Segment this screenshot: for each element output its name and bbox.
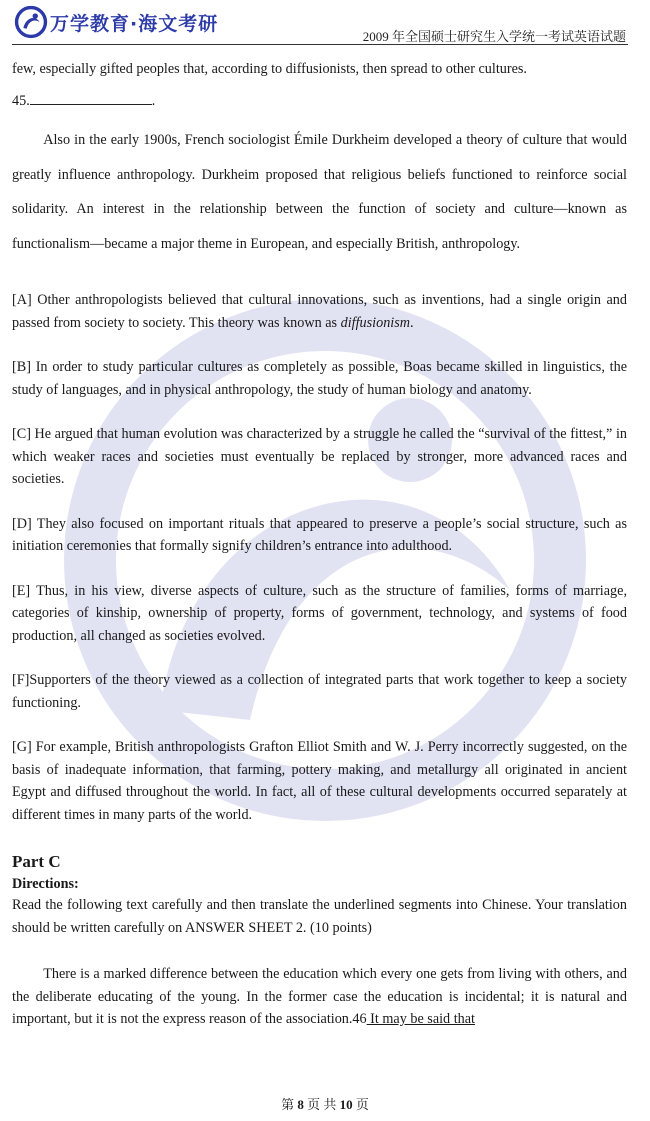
option-a-italic: diffusionism [340, 314, 410, 331]
option-e: [E] Thus, in his view, diverse aspects of culture, such as the structure of families, forms of marriage, categories of kinship, ownership of property, forms of government, technology, and systems of food production, all changed as societies evolved. [12, 582, 627, 644]
option-b: [B] In order to study particular cultures as completely as possible, Boas became skilled in linguistics, the study of languages, and in physical anthropology, the study of human biology and anatomy. [12, 359, 627, 398]
page-total: 10 [339, 1097, 353, 1112]
directions-text: Read the following text carefully and then translate the underlined segments into Chinese. Your translation should be written carefully on ANSWER SHEET 2. (10 points) [12, 897, 627, 936]
passage-text: There is a marked difference between the education which every one gets from living with others, and the deliberate educating of the young. In the former case the education is incidental; it is natural and important, but it is not the express reason of the association.46 [12, 966, 627, 1027]
option-a-text: [A] Other anthropologists believed that cultural innovations, such as inventions, had a single origin and passed from society to society. This theory was known as [12, 292, 627, 331]
option-a [12, 289, 627, 334]
footer-middle: 页 共 [307, 1097, 337, 1112]
header-divider [12, 44, 628, 45]
option-c: [C] He argued that human evolution was characterized by a struggle he called the “survival of the fittest,” in which weaker races and societies must eventually be replaced by stronger, more advanced races and societies. [12, 426, 627, 487]
footer-prefix: 第 [281, 1097, 295, 1112]
logo-text: 万学教育·海文考研 [50, 12, 219, 35]
underlined-segment-46: It may be said that [366, 1011, 475, 1027]
part-c-title: Part C [12, 852, 61, 871]
para-continued: few, especially gifted peoples that, according to diffusionists, then spread to other cultures. [12, 61, 527, 77]
page-content [12, 50, 627, 1031]
page-header [0, 0, 650, 48]
translation-passage [12, 963, 627, 1031]
page-footer [0, 1094, 650, 1113]
answer-blank-45 [30, 90, 152, 105]
exam-title: 2009 年全国硕士研究生入学统一考试英语试题 [362, 29, 626, 44]
option-f: [F]Supporters of the theory viewed as a collection of integrated parts that work together to keep a society functioning. [12, 672, 627, 711]
footer-suffix: 页 [355, 1097, 369, 1112]
option-g: [G] For example, British anthropologists Grafton Elliot Smith and W. J. Perry incorrectly suggested, on the basis of inadequate information, that farming, pottery making, and metallurgy all originated in ancient Egypt and diffused throughout the world. In fact, all of these cultural developments occurred separately at different times in many parts of the world. [12, 739, 627, 823]
directions-label: Directions: [12, 876, 79, 892]
logo-swirl-icon [14, 5, 48, 39]
brand-logo [14, 4, 218, 40]
option-d: [D] They also focused on important rituals that appeared to preserve a people’s social structure, such as initiation ceremonies that formally signify children’s entrance into adulthood. [12, 515, 627, 554]
question-45-label: 45. [12, 93, 30, 109]
para-durkheim: Also in the early 1900s, French sociologist Émile Durkheim developed a theory of culture that would greatly influence anthropology. Durkheim proposed that religious beliefs functioned to reinforce social solidarity. An interest in the relationship between the function of society and culture—known as functionalism—became a major theme in European, and especially British, anthropology. [12, 132, 627, 252]
question-45-line: 45. . [12, 88, 627, 114]
option-a-end: . [410, 314, 414, 331]
page-number: 8 [297, 1097, 304, 1112]
